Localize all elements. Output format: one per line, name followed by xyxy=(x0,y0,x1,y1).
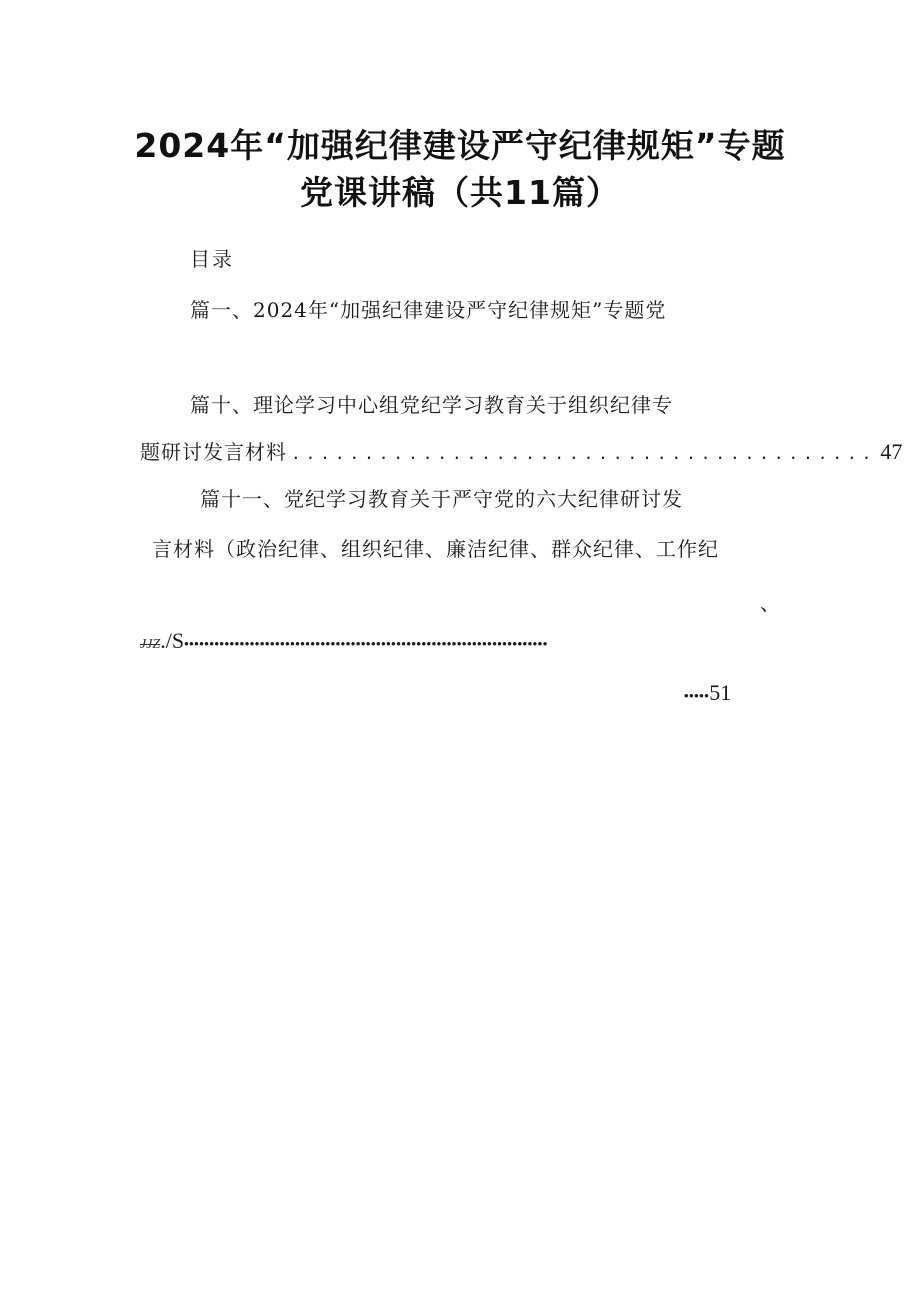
toc-entry-10-line2[interactable] xyxy=(140,437,903,469)
page-number: 51 xyxy=(709,680,732,705)
garbled-suffix: ./S xyxy=(160,628,185,653)
dot-leader: ........................................ xyxy=(291,444,877,463)
toc-entry-11-line5[interactable] xyxy=(684,678,731,711)
garbled-fragment: JJZ xyxy=(140,637,161,652)
document-title-line1: 2024年“加强纪律建设严守纪律规矩”专题 xyxy=(134,126,786,165)
bullet-leader-end: ••••• xyxy=(684,688,710,703)
toc-entry-11-line2[interactable]: 言材料（政治纪律、组织纪律、廉洁纪律、群众纪律、工作纪 xyxy=(152,537,719,561)
toc-entry-11-line1[interactable]: 篇十一、党纪学习教育关于严守党的六大纪律研讨发 xyxy=(200,487,683,511)
toc-entry-10-line1[interactable]: 篇十、理论学习中心组党纪学习教育关于组织纪律专 xyxy=(190,393,673,417)
page-number: 47 xyxy=(880,439,903,464)
toc-entry-11-line3: 、 xyxy=(760,591,780,615)
toc-entry-1[interactable]: 篇一、2024年“加强纪律建设严守纪律规矩”专题党 xyxy=(190,298,667,322)
toc-entry-11-line4[interactable] xyxy=(140,626,782,660)
toc-heading: 目录 xyxy=(190,247,234,271)
bullet-leader: •••••••••••••••••••••••••••••••••••••••••••••••••••••••••••••••••••••••• xyxy=(184,636,548,651)
document-title-line2: 党课讲稿（共11篇） xyxy=(300,173,620,212)
toc-entry-10-text: 题研讨发言材料 xyxy=(140,440,287,464)
